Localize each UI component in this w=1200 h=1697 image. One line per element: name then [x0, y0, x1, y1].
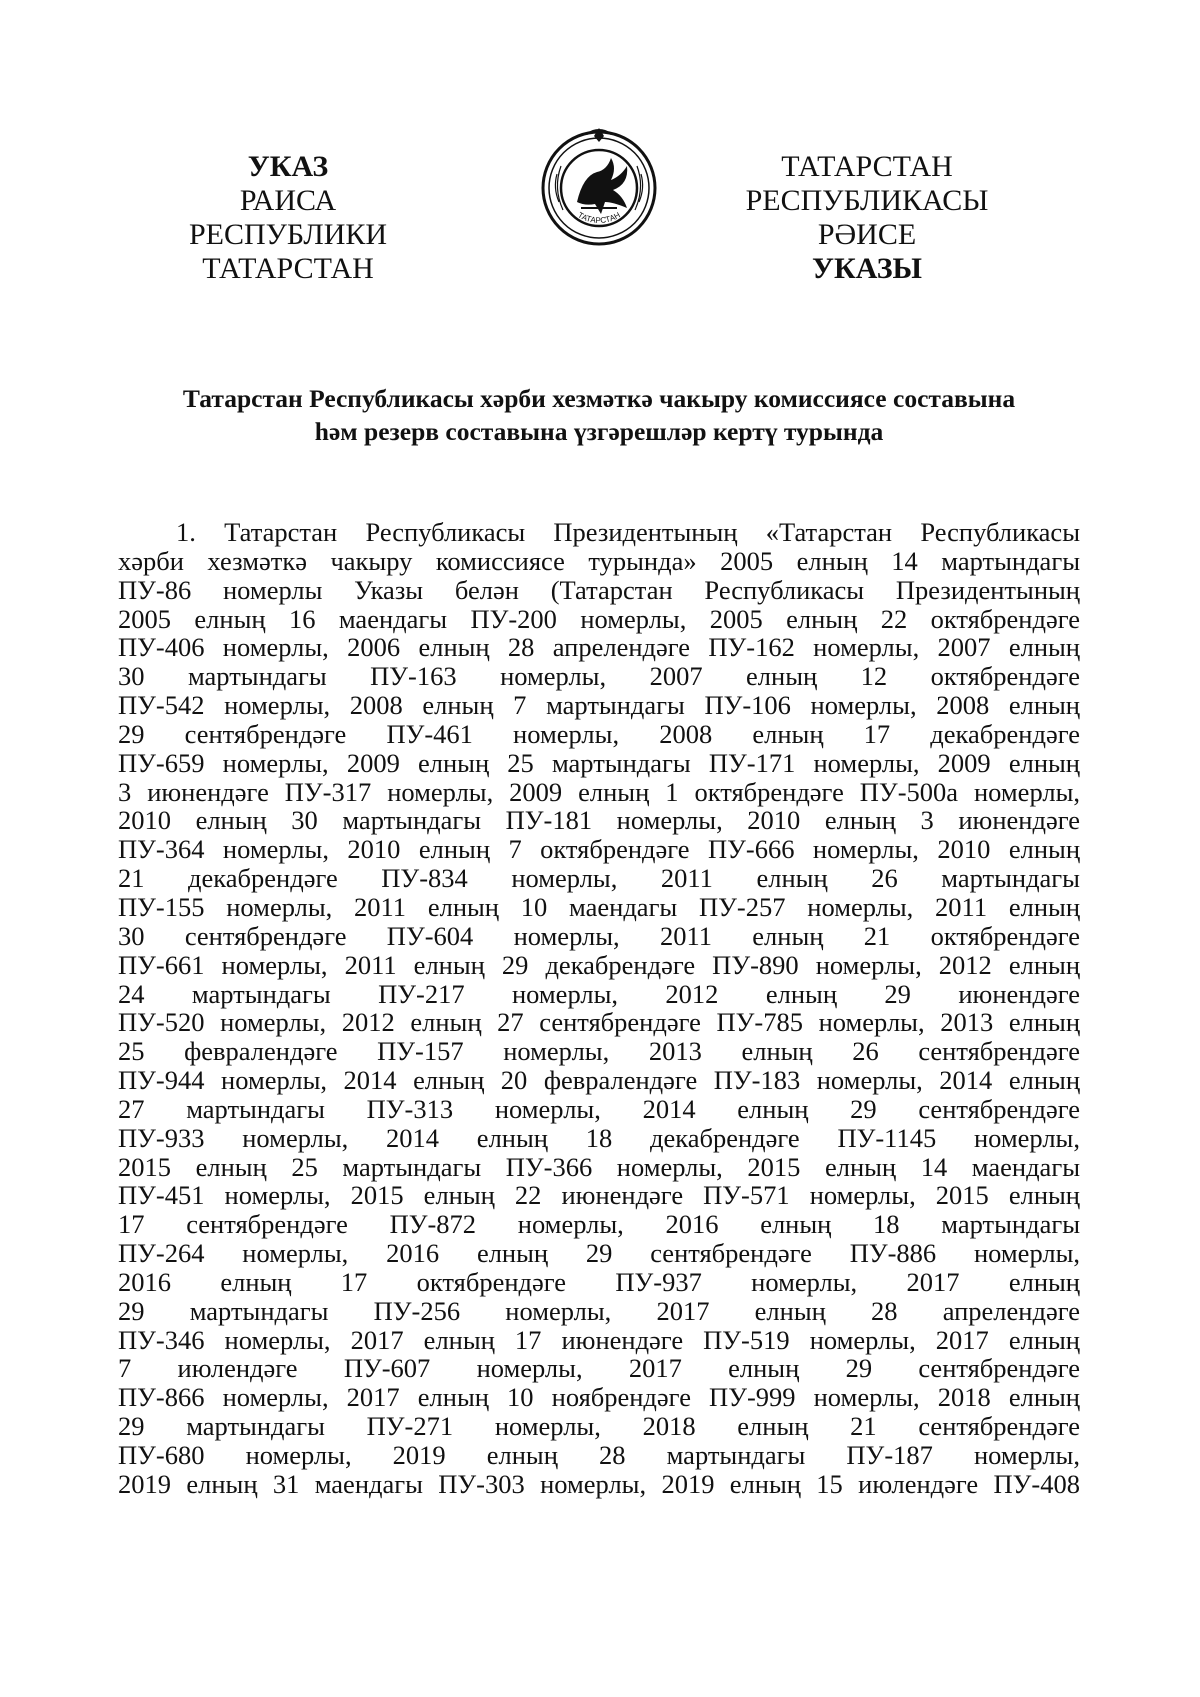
document-title: [118, 382, 1080, 448]
body-line: ПУ-866 номерлы, 2017 елның 10 ноябрендәге ПУ-999 номерлы, 2018 елның: [118, 1382, 1080, 1413]
body-line: 2005 елның 16 маендагы ПУ-200 номерлы, 2005 елның 22 октябрендәге: [118, 603, 1080, 634]
body-line: 30 мартындагы ПУ-163 номерлы, 2007 елның 12 октябрендәге: [118, 661, 1080, 692]
coat-of-arms-emblem: [537, 124, 661, 248]
header-left-line-1: УКАЗ: [247, 150, 329, 183]
body-line: ПУ-86 номерлы Указы белән (Татарстан Республикасы Президентының: [118, 574, 1080, 605]
body-line: 25 февралендәге ПУ-157 номерлы, 2013 елның 26 сентябрендәге: [118, 1036, 1080, 1067]
title-line-2: һәм резерв составына үзгәрешләр кертү турында: [314, 417, 884, 446]
body-line: 2010 елның 30 мартындагы ПУ-181 номерлы, 2010 елның 3 июнендәге: [118, 805, 1080, 836]
body-line: ПУ-406 номерлы, 2006 елның 28 апрелендәге ПУ-162 номерлы, 2007 елның: [118, 632, 1080, 663]
header-left-line-2: РАИСА: [239, 184, 337, 217]
body-line: 2015 елның 25 мартындагы ПУ-366 номерлы, 2015 елның 14 маендагы: [118, 1151, 1080, 1182]
body-line: 21 декабрендәге ПУ-834 номерлы, 2011 елның 26 мартындагы: [118, 863, 1080, 894]
header-right-block: [672, 150, 1062, 286]
body-line: 1. Татарстан Республикасы Президентының «Татарстан Республикасы: [176, 517, 1080, 547]
header-left-line-3: РЕСПУБЛИКИ ТАТАРСТАН: [188, 218, 388, 285]
body-line: 29 сентябрендәге ПУ-461 номерлы, 2008 елның 17 декабрендәге: [118, 718, 1080, 749]
emblem-graphic: [537, 124, 661, 248]
body-line: ПУ-155 номерлы, 2011 елның 10 маендагы ПУ-257 номерлы, 2011 елның: [118, 891, 1080, 922]
body-line: ПУ-346 номерлы, 2017 елның 17 июнендәге ПУ-519 номерлы, 2017 елның: [118, 1324, 1080, 1355]
body-line: ПУ-661 номерлы, 2011 елның 29 декабрендәге ПУ-890 номерлы, 2012 елның: [118, 949, 1080, 980]
body-line: ПУ-364 номерлы, 2010 елның 7 октябрендәге ПУ-666 номерлы, 2010 елның: [118, 834, 1080, 865]
body-line: ПУ-933 номерлы, 2014 елның 18 декабрендәге ПУ-1145 номерлы,: [118, 1122, 1080, 1153]
body-line: ПУ-944 номерлы, 2014 елның 20 февралендәге ПУ-183 номерлы, 2014 елның: [118, 1065, 1080, 1096]
body-line: хәрби хезмәткә чакыру комиссиясе турында» 2005 елның 14 мартындагы: [118, 545, 1080, 576]
title-line-1: Татарстан Республикасы хәрби хезмәткә чакыру комиссиясе составына: [182, 384, 1016, 413]
body-line: 30 сентябрендәге ПУ-604 номерлы, 2011 елның 21 октябрендәге: [118, 920, 1080, 951]
body-paragraph: [118, 518, 1080, 1499]
body-line: 2019 елның 31 маендагы ПУ-303 номерлы, 2019 елның 15 июлендәге ПУ-408: [118, 1468, 1080, 1499]
body-line: 27 мартындагы ПУ-313 номерлы, 2014 елның 29 сентябрендәге: [118, 1093, 1080, 1124]
emblem-caption: ТАТАРСТАН: [576, 210, 622, 225]
header-left-block: [118, 150, 458, 286]
body-line: ПУ-680 номерлы, 2019 елның 28 мартындагы ПУ-187 номерлы,: [118, 1440, 1080, 1470]
body-line: ПУ-520 номерлы, 2012 елның 27 сентябрендәге ПУ-785 номерлы, 2013 елның: [118, 1007, 1080, 1038]
header-right-line-2: РӘИСЕ: [817, 218, 917, 251]
body-line: 17 сентябрендәге ПУ-872 номерлы, 2016 елның 18 мартындагы: [118, 1209, 1080, 1240]
body-line: ПУ-451 номерлы, 2015 елның 22 июнендәге ПУ-571 номерлы, 2015 елның: [118, 1180, 1080, 1211]
body-line: 29 мартындагы ПУ-271 номерлы, 2018 елның 21 сентябрендәге: [118, 1411, 1080, 1442]
body-line: ПУ-264 номерлы, 2016 елның 29 сентябрендәге ПУ-886 номерлы,: [118, 1238, 1080, 1269]
body-line: 24 мартындагы ПУ-217 номерлы, 2012 елның 29 июнендәге: [118, 978, 1080, 1009]
header-right-line-1: ТАТАРСТАН РЕСПУБЛИКАСЫ: [745, 150, 989, 217]
body-line: ПУ-542 номерлы, 2008 елның 7 мартындагы ПУ-106 номерлы, 2008 елның: [118, 690, 1080, 721]
body-line: 2016 елның 17 октябрендәге ПУ-937 номерлы, 2017 елның: [118, 1266, 1080, 1297]
body-line: 7 июлендәге ПУ-607 номерлы, 2017 елның 29 сентябрендәге: [118, 1353, 1080, 1384]
body-line: 29 мартындагы ПУ-256 номерлы, 2017 елның 28 апрелендәге: [118, 1295, 1080, 1326]
body-line: ПУ-659 номерлы, 2009 елның 25 мартындагы ПУ-171 номерлы, 2009 елның: [118, 747, 1080, 778]
body-line: 3 июнендәге ПУ-317 номерлы, 2009 елның 1 октябрендәге ПУ-500а номерлы,: [118, 776, 1080, 807]
header-right-line-3: УКАЗЫ: [812, 252, 922, 285]
